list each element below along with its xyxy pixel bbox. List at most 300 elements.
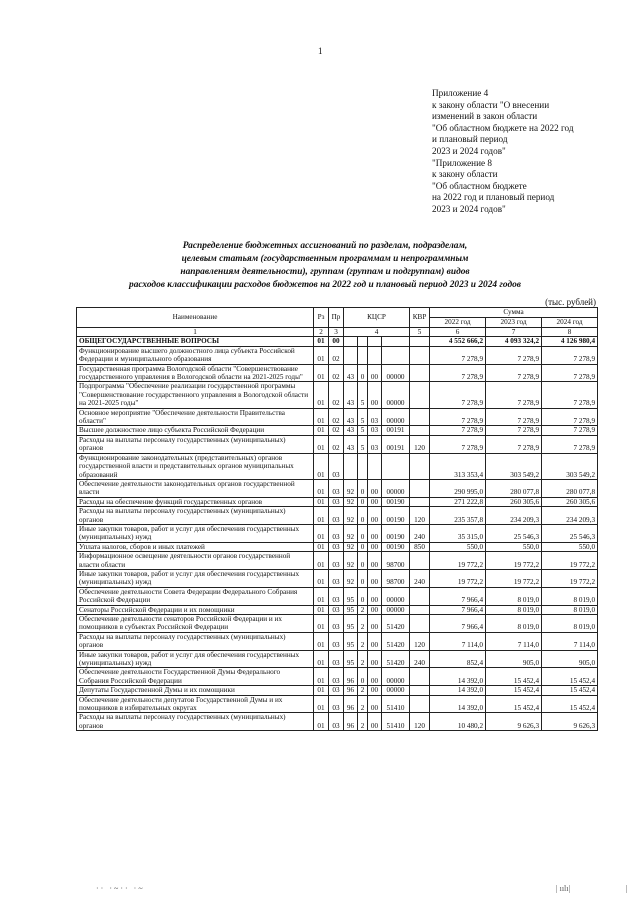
table-row [77, 408, 598, 426]
table-row [77, 587, 598, 605]
cell-amount-2022: 35 315,0 [430, 524, 486, 542]
cell-name: Обеспечение деятельности депутатов Государственной Думы и их помощников в избирательных округах [77, 695, 314, 713]
cell-name: Обеспечение деятельности Совета Федерации Федерального Собрания Российской Федерации [77, 587, 314, 605]
appendix-line: "Приложение 8 [432, 157, 492, 168]
scan-artifact: | [626, 884, 628, 893]
cell-kcsr-program: 43 [344, 408, 358, 426]
table-row [77, 346, 598, 364]
cell-rz: 01 [314, 426, 329, 435]
cell-pr: 03 [329, 507, 344, 525]
cell-kcsr-program: 92 [344, 569, 358, 587]
cell-rz: 01 [314, 542, 329, 551]
cell-kcsr-direction [382, 337, 410, 346]
cell-kcsr-event: 00 [368, 382, 382, 408]
cell-rz: 01 [314, 569, 329, 587]
cell-amount-2022: 7 278,9 [430, 435, 486, 453]
index-cell: 6 [430, 328, 486, 337]
cell-kcsr-program [344, 453, 358, 479]
cell-pr: 03 [329, 686, 344, 695]
cell-name: Расходы на выплаты персоналу государственных (муниципальных) органов [77, 507, 314, 525]
cell-kcsr-subprogram: 0 [358, 542, 368, 551]
cell-pr: 03 [329, 479, 344, 497]
table-row [77, 650, 598, 668]
cell-amount-2024: 7 114,0 [542, 632, 598, 650]
index-cell: 2 [314, 328, 329, 337]
cell-kcsr-event [368, 337, 382, 346]
cell-kcsr-subprogram: 5 [358, 408, 368, 426]
cell-amount-2023: 7 278,9 [486, 408, 542, 426]
cell-kvr [410, 453, 430, 479]
header-rz: Рз [314, 308, 329, 328]
cell-name: Расходы на выплаты персоналу государственных (муниципальных) органов [77, 713, 314, 731]
cell-amount-2024: 7 278,9 [542, 364, 598, 382]
cell-amount-2022: 7 966,4 [430, 605, 486, 614]
cell-kcsr-direction: 00000 [382, 382, 410, 408]
cell-amount-2023: 303 549,2 [486, 453, 542, 479]
cell-pr: 03 [329, 615, 344, 633]
cell-amount-2022: 7 278,9 [430, 408, 486, 426]
cell-amount-2023: 7 278,9 [486, 364, 542, 382]
cell-name: Расходы на выплаты персоналу государственных (муниципальных) органов [77, 632, 314, 650]
cell-name: Функционирование законодательных (представительных) органов государственной власти и представительных органов муниципальных образований [77, 453, 314, 479]
page-number: 1 [318, 46, 323, 56]
cell-kcsr-subprogram: 0 [358, 587, 368, 605]
cell-kcsr-direction: 00000 [382, 668, 410, 686]
cell-rz: 01 [314, 497, 329, 506]
cell-kvr [410, 587, 430, 605]
cell-kcsr-program: 92 [344, 497, 358, 506]
cell-kvr [410, 695, 430, 713]
appendix-line: к закону области "О внесении [432, 99, 550, 110]
cell-rz: 01 [314, 615, 329, 633]
cell-kcsr-subprogram: 0 [358, 569, 368, 587]
cell-amount-2023: 15 452,4 [486, 686, 542, 695]
cell-amount-2023: 280 077,8 [486, 479, 542, 497]
cell-rz: 01 [314, 686, 329, 695]
cell-amount-2024: 15 452,4 [542, 668, 598, 686]
document-title [80, 240, 570, 292]
cell-kcsr-event: 00 [368, 615, 382, 633]
cell-amount-2024: 19 772,2 [542, 552, 598, 570]
cell-amount-2024: 9 626,3 [542, 713, 598, 731]
table-row [77, 524, 598, 542]
cell-name: Государственная программа Вологодской области "Совершенствование государственного управления в Вологодской области на 2021-2025 годы" [77, 364, 314, 382]
cell-kcsr-program: 95 [344, 650, 358, 668]
cell-name: Обеспечение деятельности законодательных органов государственной власти [77, 479, 314, 497]
cell-kcsr-subprogram: 0 [358, 524, 368, 542]
index-cell: 5 [410, 328, 430, 337]
cell-rz: 01 [314, 453, 329, 479]
title-line: Распределение бюджетных ассигнований по разделам, подразделам, [182, 241, 468, 251]
cell-kcsr-program: 43 [344, 364, 358, 382]
scan-artifact: | ıılı| [556, 884, 571, 893]
table-row [77, 615, 598, 633]
appendix-line: 2023 и 2024 годов" [432, 145, 506, 156]
cell-amount-2024: 7 278,9 [542, 382, 598, 408]
cell-kcsr-event: 00 [368, 569, 382, 587]
cell-rz: 01 [314, 605, 329, 614]
cell-kvr: 850 [410, 542, 430, 551]
cell-name: Информационное освещение деятельности органов государственной власти области [77, 552, 314, 570]
cell-amount-2023: 19 772,2 [486, 569, 542, 587]
cell-rz: 01 [314, 507, 329, 525]
cell-kvr: 120 [410, 435, 430, 453]
cell-pr: 03 [329, 587, 344, 605]
cell-kvr [410, 615, 430, 633]
cell-kvr: 120 [410, 713, 430, 731]
cell-rz: 01 [314, 668, 329, 686]
table-row [77, 542, 598, 551]
cell-amount-2022: 14 392,0 [430, 668, 486, 686]
cell-kcsr-program: 43 [344, 382, 358, 408]
cell-kcsr-event: 03 [368, 408, 382, 426]
cell-rz: 01 [314, 408, 329, 426]
cell-kcsr-direction: 51410 [382, 713, 410, 731]
cell-pr: 03 [329, 713, 344, 731]
index-cell: 7 [486, 328, 542, 337]
cell-amount-2022: 19 772,2 [430, 569, 486, 587]
appendix-header [432, 88, 632, 216]
cell-kcsr-event: 03 [368, 435, 382, 453]
header-2022: 2022 год [430, 318, 486, 328]
cell-amount-2022: 7 966,4 [430, 615, 486, 633]
cell-pr: 03 [329, 695, 344, 713]
index-cell: 4 [344, 328, 410, 337]
appendix-line: на 2022 год и плановый период [432, 192, 555, 203]
cell-rz: 01 [314, 524, 329, 542]
cell-kcsr-subprogram: 2 [358, 615, 368, 633]
cell-kvr: 120 [410, 507, 430, 525]
appendix-line: и плановый период [432, 134, 508, 145]
cell-rz: 01 [314, 435, 329, 453]
appendix-line: 2023 и 2024 годов" [432, 203, 506, 214]
cell-amount-2022: 7 278,9 [430, 346, 486, 364]
table-row [77, 364, 598, 382]
title-line: направлениям деятельности), группам (группам и подгруппам) видов [180, 267, 470, 277]
column-index-row [77, 328, 598, 337]
cell-amount-2023: 234 209,3 [486, 507, 542, 525]
cell-amount-2023: 4 093 324,2 [486, 337, 542, 346]
table-row [77, 497, 598, 506]
cell-amount-2024: 7 278,9 [542, 408, 598, 426]
table-row [77, 453, 598, 479]
cell-kcsr-subprogram: 0 [358, 552, 368, 570]
cell-kcsr-direction [382, 346, 410, 364]
cell-pr: 03 [329, 650, 344, 668]
cell-kcsr-direction: 51420 [382, 632, 410, 650]
cell-amount-2024: 260 305,6 [542, 497, 598, 506]
cell-name: Высшее должностное лицо субъекта Российской Федерации [77, 426, 314, 435]
cell-kcsr-event [368, 453, 382, 479]
cell-kcsr-direction [382, 453, 410, 479]
title-line: целевым статьям (государственным программам и непрограммным [181, 254, 469, 264]
cell-amount-2023: 550,0 [486, 542, 542, 551]
cell-rz: 01 [314, 632, 329, 650]
cell-amount-2022: 7 278,9 [430, 426, 486, 435]
cell-kvr [410, 337, 430, 346]
table-body [77, 337, 598, 731]
table-row [77, 507, 598, 525]
cell-pr: 03 [329, 497, 344, 506]
cell-kcsr-subprogram: 0 [358, 668, 368, 686]
cell-kcsr-direction: 51410 [382, 695, 410, 713]
cell-kvr [410, 408, 430, 426]
cell-amount-2024: 280 077,8 [542, 479, 598, 497]
cell-amount-2024: 303 549,2 [542, 453, 598, 479]
cell-amount-2024: 25 546,3 [542, 524, 598, 542]
cell-kcsr-subprogram: 2 [358, 695, 368, 713]
cell-kcsr-direction: 00191 [382, 426, 410, 435]
cell-kcsr-subprogram: 0 [358, 507, 368, 525]
cell-pr: 03 [329, 668, 344, 686]
cell-kvr: 240 [410, 569, 430, 587]
cell-name: Расходы на выплаты персоналу государственных (муниципальных) органов [77, 435, 314, 453]
cell-kcsr-program: 96 [344, 668, 358, 686]
cell-amount-2023: 8 019,0 [486, 587, 542, 605]
cell-amount-2022: 14 392,0 [430, 686, 486, 695]
cell-amount-2022: 7 966,4 [430, 587, 486, 605]
cell-kcsr-program: 92 [344, 542, 358, 551]
cell-name: Иные закупки товаров, работ и услуг для обеспечения государственных (муниципальных) нужд [77, 569, 314, 587]
cell-kcsr-event [368, 346, 382, 364]
cell-pr: 02 [329, 426, 344, 435]
index-cell: 3 [329, 328, 344, 337]
cell-kcsr-event: 00 [368, 587, 382, 605]
cell-amount-2022: 271 222,8 [430, 497, 486, 506]
cell-kvr: 120 [410, 632, 430, 650]
cell-pr: 03 [329, 632, 344, 650]
cell-amount-2023: 8 019,0 [486, 605, 542, 614]
cell-amount-2024: 8 019,0 [542, 615, 598, 633]
cell-amount-2023: 15 452,4 [486, 695, 542, 713]
cell-amount-2024: 4 126 980,4 [542, 337, 598, 346]
cell-pr: 02 [329, 408, 344, 426]
cell-kcsr-subprogram: 5 [358, 382, 368, 408]
cell-amount-2024: 8 019,0 [542, 587, 598, 605]
table-row [77, 552, 598, 570]
table-row [77, 668, 598, 686]
cell-kcsr-subprogram: 2 [358, 650, 368, 668]
cell-kcsr-event: 00 [368, 364, 382, 382]
cell-kcsr-direction: 51420 [382, 615, 410, 633]
cell-amount-2023: 7 278,9 [486, 346, 542, 364]
appendix-line: "Об областном бюджете на 2022 год [432, 122, 574, 133]
cell-kcsr-event: 00 [368, 542, 382, 551]
cell-amount-2024: 550,0 [542, 542, 598, 551]
cell-amount-2022: 550,0 [430, 542, 486, 551]
cell-amount-2022: 19 772,2 [430, 552, 486, 570]
cell-kcsr-event: 00 [368, 479, 382, 497]
cell-kvr: 240 [410, 650, 430, 668]
cell-kvr [410, 552, 430, 570]
cell-amount-2024: 7 278,9 [542, 435, 598, 453]
header-2023: 2023 год [486, 318, 542, 328]
cell-kcsr-direction: 00000 [382, 479, 410, 497]
cell-rz: 01 [314, 695, 329, 713]
cell-rz: 01 [314, 650, 329, 668]
cell-pr: 03 [329, 569, 344, 587]
cell-kcsr-program: 96 [344, 713, 358, 731]
index-cell: 8 [542, 328, 598, 337]
cell-rz: 01 [314, 364, 329, 382]
cell-kvr [410, 382, 430, 408]
cell-kcsr-direction: 98700 [382, 552, 410, 570]
table-row [77, 605, 598, 614]
cell-kcsr-program: 92 [344, 524, 358, 542]
table-row [77, 686, 598, 695]
cell-kcsr-event: 00 [368, 686, 382, 695]
cell-amount-2023: 19 772,2 [486, 552, 542, 570]
cell-rz: 01 [314, 479, 329, 497]
cell-kcsr-program: 92 [344, 552, 358, 570]
cell-rz: 01 [314, 382, 329, 408]
cell-kcsr-direction: 00000 [382, 605, 410, 614]
cell-pr: 03 [329, 552, 344, 570]
cell-amount-2023: 260 305,6 [486, 497, 542, 506]
cell-pr: 03 [329, 605, 344, 614]
cell-kcsr-subprogram: 2 [358, 632, 368, 650]
cell-name: Обеспечение деятельности Государственной Думы Федерального Собрания Российской Федерации [77, 668, 314, 686]
cell-kcsr-event: 00 [368, 668, 382, 686]
cell-pr: 03 [329, 453, 344, 479]
cell-kcsr-direction: 00000 [382, 364, 410, 382]
cell-amount-2022: 313 353,4 [430, 453, 486, 479]
cell-kcsr-program: 92 [344, 479, 358, 497]
appendix-line: Приложение 4 [432, 88, 489, 98]
cell-amount-2022: 4 552 666,2 [430, 337, 486, 346]
header-2024: 2024 год [542, 318, 598, 328]
cell-amount-2022: 14 392,0 [430, 695, 486, 713]
cell-kcsr-event: 03 [368, 426, 382, 435]
cell-amount-2023: 15 452,4 [486, 668, 542, 686]
cell-kcsr-program: 95 [344, 605, 358, 614]
cell-pr: 03 [329, 524, 344, 542]
cell-kvr [410, 479, 430, 497]
cell-amount-2023: 905,0 [486, 650, 542, 668]
cell-kcsr-direction: 00190 [382, 507, 410, 525]
header-name: Наименование [77, 308, 314, 328]
cell-kcsr-subprogram: 2 [358, 605, 368, 614]
table-row [77, 435, 598, 453]
cell-kcsr-program: 96 [344, 695, 358, 713]
cell-kvr [410, 426, 430, 435]
cell-name: Уплата налогов, сборов и иных платежей [77, 542, 314, 551]
scan-artifact: ·· ·~·· ·~ [96, 884, 145, 893]
cell-rz: 01 [314, 337, 329, 346]
table-row [77, 426, 598, 435]
cell-kcsr-event: 00 [368, 552, 382, 570]
title-line: расходов классификации расходов бюджетов на 2022 год и плановый период 2023 и 2024 годов [129, 280, 521, 290]
cell-kvr: 240 [410, 524, 430, 542]
cell-pr: 00 [329, 337, 344, 346]
table-row [77, 632, 598, 650]
index-cell: 1 [77, 328, 314, 337]
scan-footer [0, 884, 640, 900]
cell-amount-2023: 8 019,0 [486, 615, 542, 633]
cell-kcsr-subprogram [358, 346, 368, 364]
cell-name: Сенаторы Российской Федерации и их помощники [77, 605, 314, 614]
cell-kvr [410, 364, 430, 382]
table-row [77, 713, 598, 731]
cell-kcsr-subprogram [358, 453, 368, 479]
cell-pr: 03 [329, 542, 344, 551]
header-kvr: КВР [410, 308, 430, 328]
table-row [77, 382, 598, 408]
cell-kcsr-program: 96 [344, 686, 358, 695]
cell-kcsr-program: 95 [344, 632, 358, 650]
cell-amount-2024: 905,0 [542, 650, 598, 668]
cell-amount-2022: 290 995,0 [430, 479, 486, 497]
budget-table [76, 307, 598, 731]
cell-amount-2023: 7 114,0 [486, 632, 542, 650]
cell-name: ОБЩЕГОСУДАРСТВЕННЫЕ ВОПРОСЫ [77, 337, 314, 346]
appendix-line: к закону области [432, 169, 498, 180]
cell-amount-2024: 234 209,3 [542, 507, 598, 525]
cell-kcsr-subprogram: 0 [358, 479, 368, 497]
cell-kcsr-direction: 51420 [382, 650, 410, 668]
cell-kcsr-direction: 00190 [382, 524, 410, 542]
cell-kvr [410, 605, 430, 614]
cell-pr: 02 [329, 346, 344, 364]
cell-kcsr-subprogram: 2 [358, 686, 368, 695]
cell-kcsr-subprogram: 0 [358, 497, 368, 506]
cell-kcsr-subprogram [358, 337, 368, 346]
cell-rz: 01 [314, 587, 329, 605]
cell-amount-2022: 7 278,9 [430, 364, 486, 382]
header-sum: Сумма [430, 308, 598, 318]
cell-amount-2023: 25 546,3 [486, 524, 542, 542]
cell-amount-2024: 7 278,9 [542, 426, 598, 435]
cell-rz: 01 [314, 346, 329, 364]
header-pr: Пр [329, 308, 344, 328]
cell-amount-2024: 8 019,0 [542, 605, 598, 614]
cell-name: Обеспечение деятельности сенаторов Российской Федерации и их помощников в субъектах Российской Федерации [77, 615, 314, 633]
cell-kcsr-program: 43 [344, 435, 358, 453]
cell-kcsr-direction: 00190 [382, 542, 410, 551]
cell-kcsr-program [344, 337, 358, 346]
cell-kcsr-event: 00 [368, 507, 382, 525]
cell-kcsr-program: 95 [344, 615, 358, 633]
cell-amount-2022: 10 480,2 [430, 713, 486, 731]
cell-amount-2023: 7 278,9 [486, 382, 542, 408]
cell-amount-2024: 7 278,9 [542, 346, 598, 364]
unit-label: (тыс. рублей) [545, 297, 596, 307]
table-row [77, 569, 598, 587]
cell-name: Основное мероприятие "Обеспечение деятельности Правительства области" [77, 408, 314, 426]
cell-kcsr-direction: 00000 [382, 408, 410, 426]
cell-name: Иные закупки товаров, работ и услуг для обеспечения государственных (муниципальных) нужд [77, 650, 314, 668]
table-row [77, 479, 598, 497]
cell-kcsr-event: 00 [368, 695, 382, 713]
table-row [77, 695, 598, 713]
cell-kcsr-direction: 00000 [382, 587, 410, 605]
cell-kcsr-direction: 00191 [382, 435, 410, 453]
cell-pr: 02 [329, 364, 344, 382]
cell-kvr [410, 668, 430, 686]
cell-pr: 02 [329, 435, 344, 453]
cell-kcsr-program: 43 [344, 426, 358, 435]
cell-amount-2023: 7 278,9 [486, 435, 542, 453]
cell-amount-2023: 9 626,3 [486, 713, 542, 731]
cell-kcsr-event: 00 [368, 650, 382, 668]
cell-name: Депутаты Государственной Думы и их помощники [77, 686, 314, 695]
cell-name: Функционирование высшего должностного лица субъекта Российской Федерации и муниципального образования [77, 346, 314, 364]
header-kcsr: КЦСР [344, 308, 410, 328]
cell-amount-2024: 19 772,2 [542, 569, 598, 587]
cell-kcsr-program: 95 [344, 587, 358, 605]
cell-kcsr-event: 00 [368, 632, 382, 650]
cell-kcsr-program: 92 [344, 507, 358, 525]
